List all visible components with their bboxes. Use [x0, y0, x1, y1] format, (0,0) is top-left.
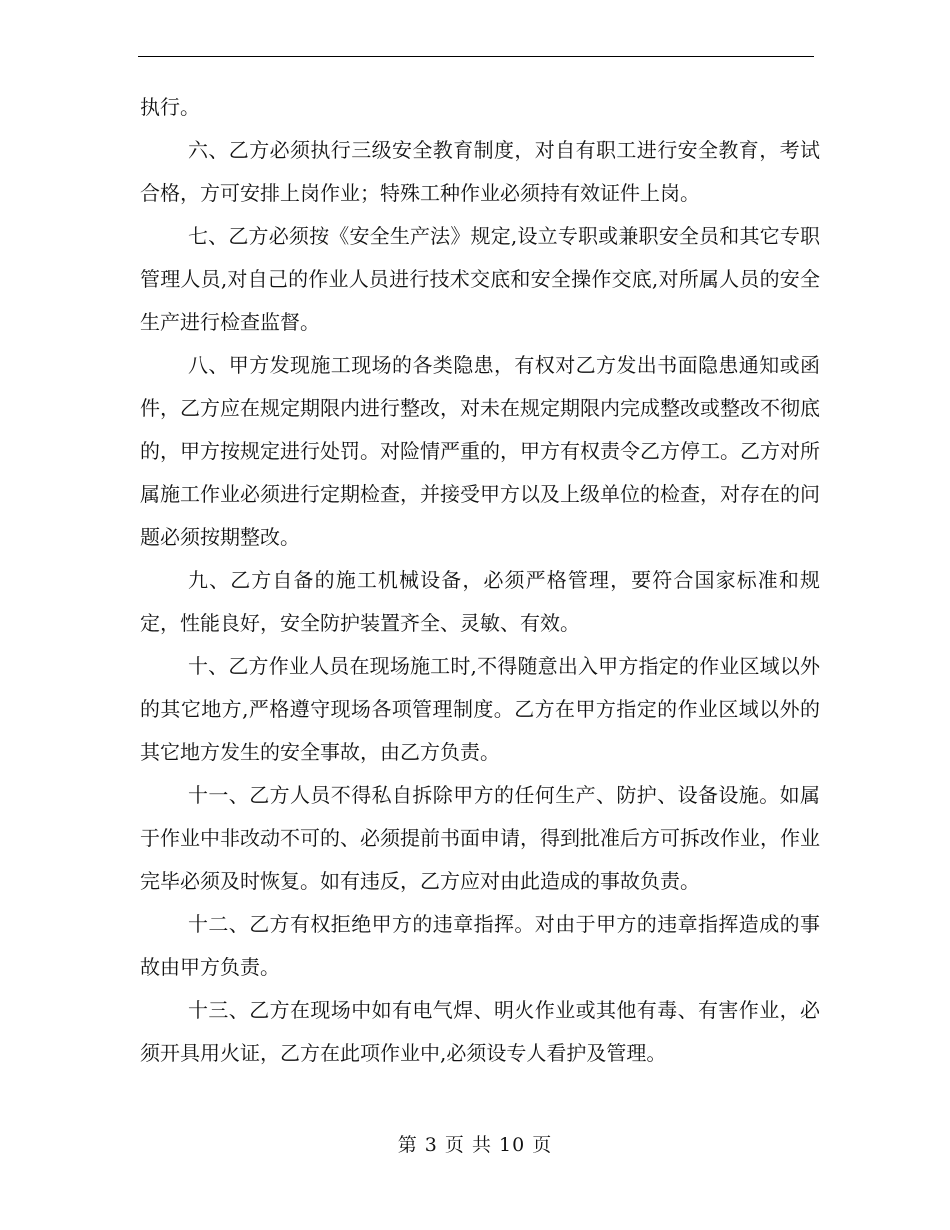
paragraph-clause-12: 十二、乙方有权拒绝甲方的违章指挥。对由于甲方的违章指挥造成的事故由甲方负责。: [140, 912, 820, 979]
paragraph-clause-8: 八、甲方发现施工现场的各类隐患，有权对乙方发出书面隐患通知或函件，乙方应在规定期限内进行整改，对未在规定期限内完成整改或整改不彻底的，甲方按规定进行处罚。对险情严重的，甲方有权责令乙方停工。乙方对所属施工作业必须进行定期检查，并接受甲方以及上级单位的检查，对存在的问题必须按期整改。: [140, 353, 820, 549]
paragraph-clause-7: 七、乙方必须按《安全生产法》规定,设立专职或兼职安全员和其它专职管理人员,对自己的作业人员进行技术交底和安全操作交底,对所属人员的安全生产进行检查监督。: [140, 224, 820, 334]
header-rule: [138, 56, 814, 57]
paragraph-clause-13: 十三、乙方在现场中如有电气焊、明火作业或其他有毒、有害作业，必须开具用火证，乙方在此项作业中,必须设专人看护及管理。: [140, 998, 820, 1065]
paragraph-clause-9: 九、乙方自备的施工机械设备，必须严格管理，要符合国家标准和规定，性能良好，安全防护装置齐全、灵敏、有效。: [140, 568, 820, 635]
paragraph-clause-6: 六、乙方必须执行三级安全教育制度，对自有职工进行安全教育，考试合格，方可安排上岗作业；特殊工种作业必须持有效证件上岗。: [140, 138, 820, 205]
paragraph-continuation: 执行。: [140, 95, 200, 119]
paragraph-clause-11: 十一、乙方人员不得私自拆除甲方的任何生产、防护、设备设施。如属于作业中非改动不可的、必须提前书面申请，得到批准后方可拆改作业，作业完毕必须及时恢复。如有违反，乙方应对由此造成的事故负责。: [140, 783, 820, 893]
document-body: [140, 86, 820, 1075]
paragraph-clause-10: 十、乙方作业人员在现场施工时,不得随意出入甲方指定的作业区域以外的其它地方,严格遵守现场各项管理制度。乙方在甲方指定的作业区域以外的其它地方发生的安全事故，由乙方负责。: [140, 654, 820, 764]
page-number-footer: 第 3 页 共 10 页: [397, 1134, 553, 1156]
